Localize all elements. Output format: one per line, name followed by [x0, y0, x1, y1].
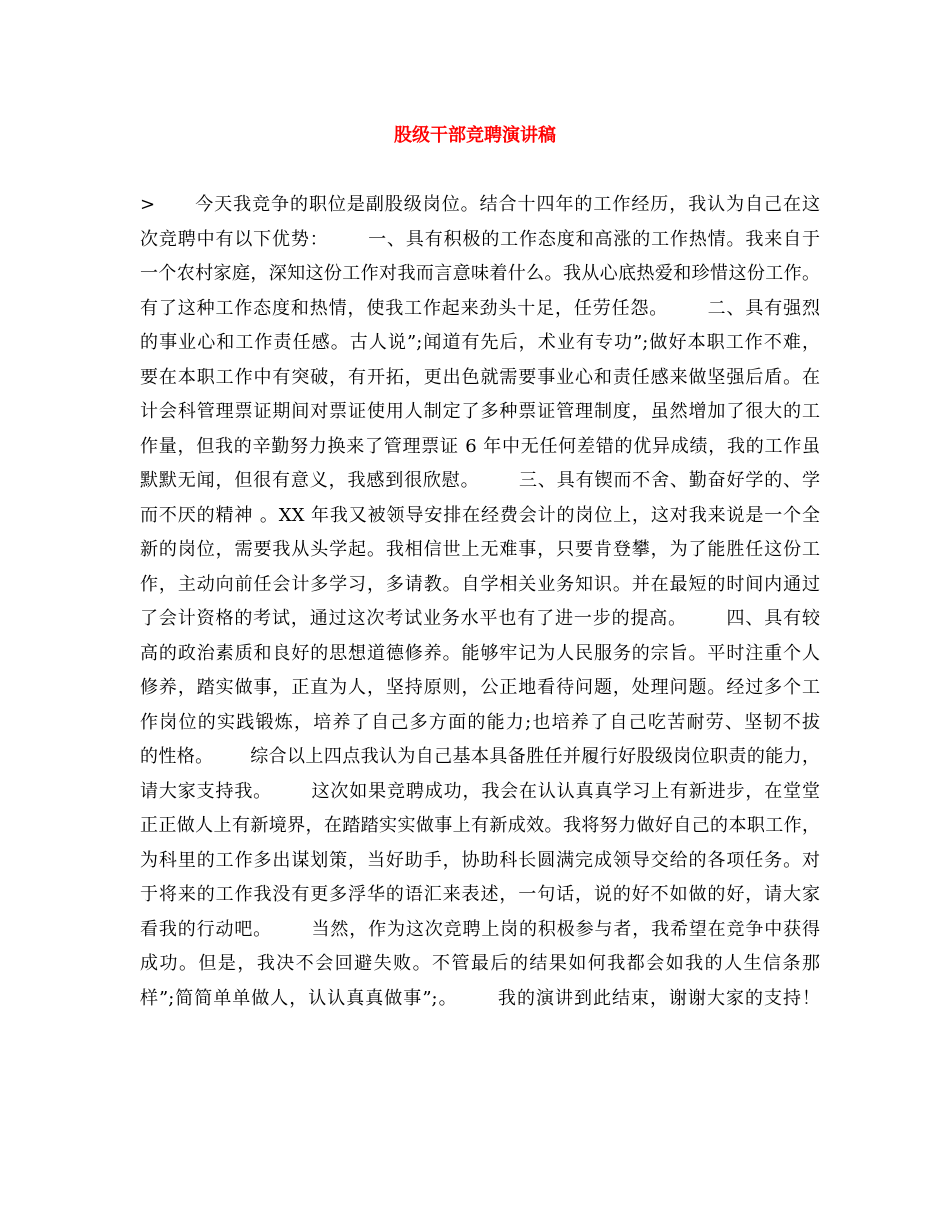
body-text-line: 作，主动向前任会计多学习，多请教。自学相关业务知识。并在最短的时间内通过: [140, 573, 820, 595]
body-text-line: 修养，踏实做事，正直为人，坚持原则，公正地看待问题，处理问题。经过多个工: [140, 677, 820, 698]
body-text-line: 新的岗位，需要我从头学起。我相信世上无难事，只要肯登攀，为了能胜任这份工: [140, 539, 820, 560]
body-text-line: 高的政治素质和良好的思想道德修养。能够牢记为人民服务的宗旨。平时注重个人: [140, 642, 820, 664]
body-text-line: 次竞聘中有以下优势： 一、具有积极的工作态度和高涨的工作热情。我来自于: [140, 228, 820, 250]
body-text-line: 计会科管理票证期间对票证使用人制定了多种票证管理制度，虽然增加了很大的工: [140, 401, 820, 422]
body-text-line: 于将来的工作我没有更多浮华的语汇来表述，一句话，说的好不如做的好，请大家: [140, 884, 820, 905]
body-text-line: 了会计资格的考试，通过这次考试业务水平也有了进一步的提高。 四、具有较: [140, 608, 820, 629]
body-text-line: 而不厌的精神 。XX 年我又被领导安排在经费会计的岗位上，这对我来说是一个全: [140, 504, 820, 526]
body-text-line: 请大家支持我。 这次如果竞聘成功，我会在认认真真学习上有新进步，在堂堂: [140, 780, 820, 802]
body-text-line: 作岗位的实践锻炼，培养了自己多方面的能力;也培养了自己吃苦耐劳、坚韧不拔: [140, 711, 820, 733]
body-text-line: 有了这种工作态度和热情，使我工作起来劲头十足，任劳任怨。 二、具有强烈: [140, 297, 820, 319]
body-text-line: 成功。但是，我决不会回避失败。不管最后的结果如何我都会如我的人生信条那: [140, 953, 820, 974]
body-text-line: 正正做人上有新境界，在踏踏实实做事上有新成效。我将努力做好自己的本职工作，: [140, 815, 820, 836]
body-text-line: 作量，但我的辛勤努力换来了管理票证 6 年中无任何差错的优异成绩，我的工作虽: [140, 435, 820, 457]
body-text-line: 为科里的工作多出谋划策，当好助手，协助科长圆满完成领导交给的各项任务。对: [140, 849, 820, 871]
document-title: 股级干部竞聘演讲稿: [394, 125, 556, 146]
body-text-line: 默默无闻，但很有意义，我感到很欣慰。 三、具有锲而不舍、勤奋好学的、学: [140, 470, 820, 491]
body-text-line: 样”;简简单单做人，认认真真做事”;。 我的演讲到此结束，谢谢大家的支持！: [140, 987, 820, 1009]
body-text-line: 的性格。 综合以上四点我认为自己基本具备胜任并履行好股级岗位职责的能力，: [140, 746, 820, 767]
body-text-line: 看我的行动吧。 当然，作为这次竞聘上岗的积极参与者，我希望在竞争中获得: [140, 918, 820, 940]
body-text-line: 一个农村家庭，深知这份工作对我而言意味着什么。我从心底热爱和珍惜这份工作。: [140, 263, 820, 284]
body-text-line: > 今天我竞争的职位是副股级岗位。结合十四年的工作经历，我认为自己在这: [140, 194, 820, 215]
document-body: [140, 188, 820, 1016]
body-text-line: 要在本职工作中有突破，有开拓，更出色就需要事业心和责任感来做坚强后盾。在: [140, 366, 820, 388]
body-text-line: 的事业心和工作责任感。古人说”;闻道有先后，术业有专功”;做好本职工作不难，: [140, 332, 820, 353]
